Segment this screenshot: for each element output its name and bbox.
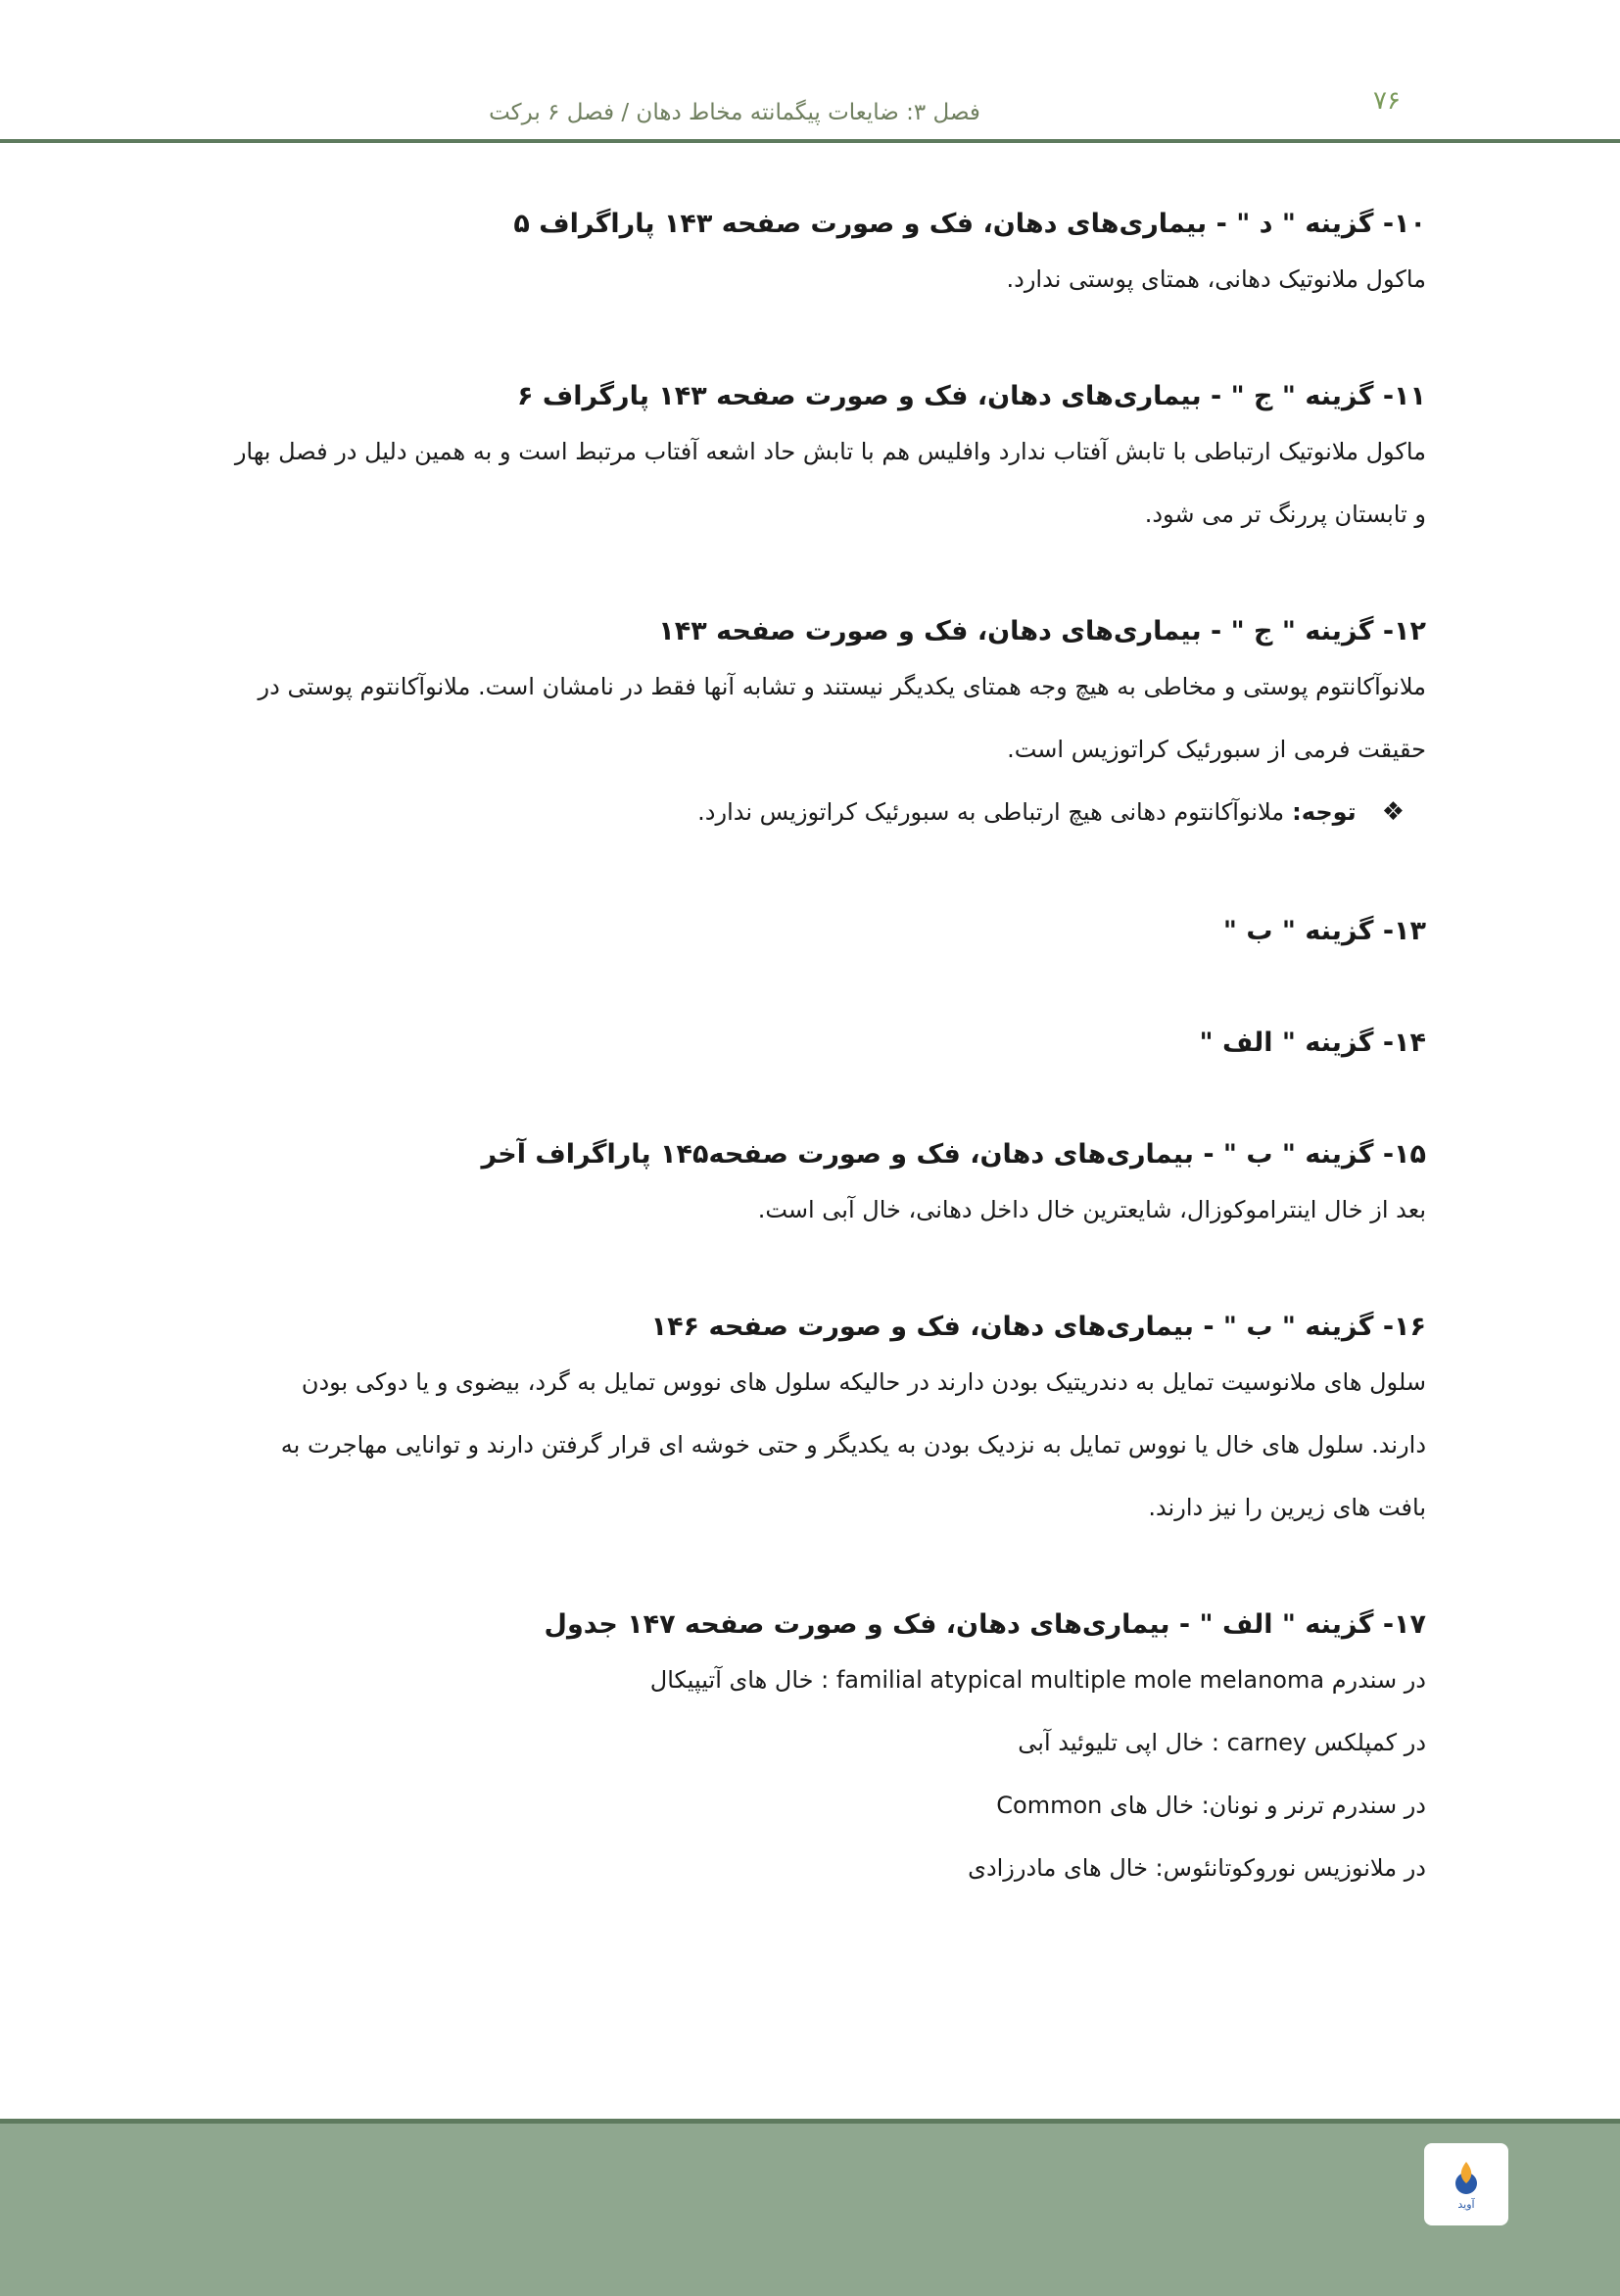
answer-text: در کمپلکس carney : خال اپی تلیوئید آبی [1018,1729,1426,1756]
page-content [194,201,1426,1899]
note-text: ملانوآکانتوم دهانی هیچ ارتباطی به سبورئیک کراتوزیس ندارد. [697,798,1285,826]
answer-title: ۱۲- گزینه " ج " - بیماری‌های دهان، فک و صورت صفحه ۱۴۳ [658,616,1426,646]
page-footer [0,2119,1620,2296]
answer-text: بعد از خال اینترامو‌کوزال، شایعترین خال داخل دهانی، خال آبی است. [757,1196,1426,1223]
answer-16 [194,1304,1426,1539]
answer-text: در سندرم familial atypical multiple mole melanoma : خال های آتیپیکال [649,1666,1426,1694]
answer-17 [194,1602,1426,1899]
logo-text: آوید [1457,2198,1475,2211]
running-title: فصل ۳: ضایعات پیگمانته مخاط دهان / فصل ۶ برکت [489,100,980,125]
answer-text: سلول های ملانوسیت تمایل به دندریتیک بودن دارند در حالیکه سلول های نووس تمایل به گرد، بیضوی و یا دوکی بودن [301,1368,1426,1396]
answer-13 [194,908,1426,955]
answer-title: ۱۴- گزینه " الف " [1199,1028,1426,1058]
answer-title: ۱۷- گزینه " الف " - بیماری‌های دهان، فک و صورت صفحه ۱۴۷ جدول [544,1609,1426,1640]
publisher-logo [1424,2143,1508,2225]
answer-10 [194,201,1426,311]
answer-title: ۱۰- گزینه " د " - بیماری‌های دهان، فک و صورت صفحه ۱۴۳ پاراگراف ۵ [513,209,1426,239]
answer-11 [194,373,1426,546]
page-number: ۷۶ [1373,86,1401,116]
note-item [194,781,1426,843]
answer-title: ۱۱- گزینه " ج " - بیماری‌های دهان، فک و صورت صفحه ۱۴۳ پارگراف ۶ [517,381,1426,411]
answer-text: بافت های زیرین را نیز دارند. [1148,1494,1426,1521]
page-header [0,0,1620,147]
answer-text: ملانوآکانتوم پوستی و مخاطی به هیچ وجه همتای یکدیگر نیستند و تشابه آنها فقط در نامشان است. ملانوآکانتوم پوستی در [258,673,1426,700]
answer-12 [194,608,1426,843]
answer-14 [194,1020,1426,1067]
flame-logo-icon [1447,2158,1486,2197]
answer-text: در ملانوزیس نوروکوتانئوس: خال های مادرزادی [968,1854,1426,1882]
answer-title: ۱۵- گزینه " ب " - بیماری‌های دهان، فک و صورت صفحه۱۴۵ پاراگراف آخر [481,1139,1426,1170]
answer-title: ۱۳- گزینه " ب " [1222,916,1426,946]
answer-text: ماکول ملانوتیک ارتباطی با تابش آفتاب ندارد وافلیس هم با تابش حاد اشعه آفتاب مرتبط است و به همین دلیل در فصل بهار [234,438,1426,465]
answer-15 [194,1131,1426,1241]
answer-text: و تابستان پررنگ تر می شود. [1144,501,1426,528]
header-rule [0,139,1620,143]
answer-text: دارند. سلول های خال یا نووس تمایل به نزدیک بودن به یکدیگر و حتی خوشه ای قرار گرفتن دارند و توانایی مهاجرت به [280,1431,1426,1459]
answer-text: در سندرم ترنر و نونان: خال های Common [996,1792,1426,1819]
answer-title: ۱۶- گزینه " ب " - بیماری‌های دهان، فک و صورت صفحه ۱۴۶ [650,1312,1426,1342]
diamond-bullet-icon: ❖ [1381,797,1405,827]
answer-text: ماکول ملانوتیک دهانی، همتای پوستی ندارد. [1006,265,1426,293]
note-label: توجه: [1292,798,1357,826]
answer-text: حقیقت فرمی از سبورئیک کراتوزیس است. [1007,736,1426,763]
